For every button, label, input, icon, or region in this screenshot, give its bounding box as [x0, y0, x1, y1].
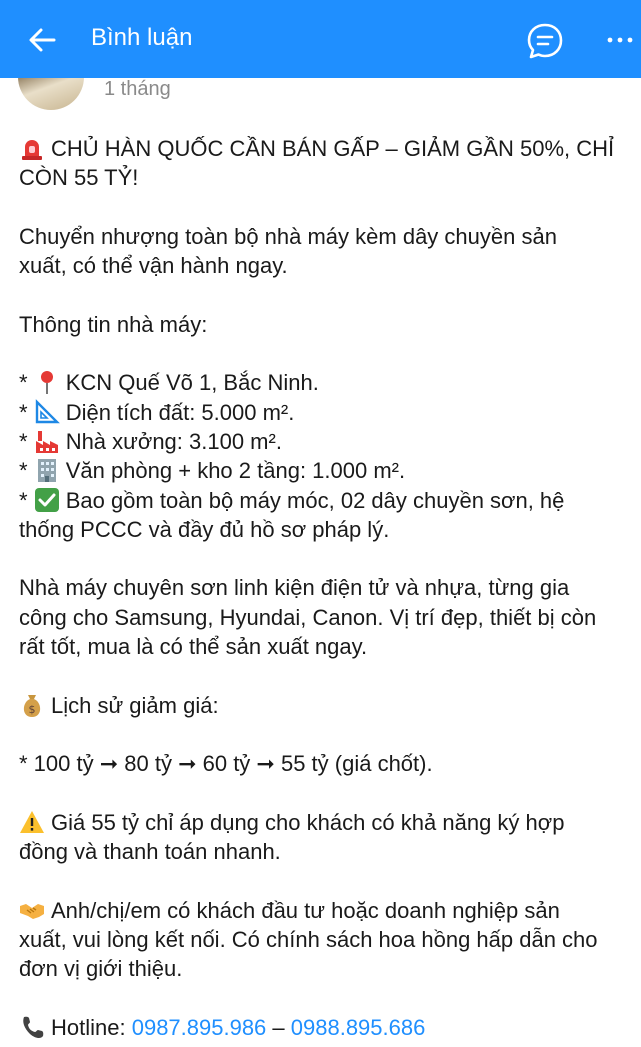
- warning-icon: [19, 809, 45, 835]
- price-history-title: Lịch sử giảm giá:: [51, 692, 219, 718]
- bullet-item: [19, 398, 639, 427]
- money-bag-icon: [19, 692, 45, 718]
- warning-line: [19, 808, 639, 837]
- back-arrow-icon[interactable]: [22, 20, 62, 60]
- headline-text-2: CÒN 55 TỶ!: [19, 165, 139, 191]
- office-building-icon: [34, 457, 60, 483]
- call-text-continued: xuất, vui lòng kết nối. Có chính sách hoa hồng hấp dẫn cho: [19, 927, 598, 953]
- hotline-line: [19, 1013, 639, 1042]
- chat-bubble-icon[interactable]: [524, 20, 566, 62]
- warning-text: Giá 55 tỷ chỉ áp dụng cho khách có khả năng ký hợp: [51, 809, 565, 835]
- warning-text-continued: đồng và thanh toán nhanh.: [19, 839, 281, 865]
- handshake-icon: [19, 897, 45, 923]
- hotline-number-1[interactable]: 0987.895.986: [131, 1014, 267, 1040]
- svg-text:$: $: [28, 702, 36, 716]
- call-text: Anh/chị/em có khách đầu tư hoặc doanh nghiệp sản: [51, 897, 560, 923]
- price-history-title-line: [19, 691, 639, 720]
- headline-text-1: CHỦ HÀN QUỐC CẦN BÁN GẤP – GIẢM GẦN 50%, CHỈ: [51, 136, 615, 161]
- call-text-continued: đơn vị giới thiệu.: [19, 956, 183, 982]
- bullet-text: Bao gồm toàn bộ máy móc, 02 dây chuyền sơn, hệ: [65, 487, 565, 513]
- desc-line: rất tốt, mua là có thể sản xuất ngay.: [19, 634, 368, 660]
- pin-icon: [34, 369, 60, 395]
- bullet-text-continued: thống PCCC và đầy đủ hồ sơ pháp lý.: [19, 516, 390, 542]
- bullet-prefix: *: [19, 399, 28, 425]
- bullet-item: [19, 456, 639, 485]
- headline-line: [19, 134, 639, 163]
- intro-line: Chuyển nhượng toàn bộ nhà máy kèm dây chuyền sản: [19, 223, 557, 249]
- siren-icon: [19, 135, 45, 161]
- comment-timestamp: 1 tháng: [104, 78, 171, 100]
- price-history: * 100 tỷ ➞ 80 tỷ ➞ 60 tỷ ➞ 55 tỷ (giá chốt).: [19, 751, 433, 777]
- bullet-item: [19, 368, 639, 397]
- bullet-item: [19, 486, 639, 515]
- check-icon: [34, 487, 60, 513]
- comment-body: [19, 134, 639, 1042]
- intro-line: xuất, có thể vận hành ngay.: [19, 253, 288, 279]
- phone-icon: [19, 1014, 45, 1040]
- bullet-prefix: *: [19, 458, 28, 484]
- bullet-prefix: *: [19, 428, 28, 454]
- more-options-icon[interactable]: [598, 20, 638, 60]
- top-bar: [0, 0, 641, 78]
- call-line: [19, 896, 639, 925]
- hotline-separator: –: [266, 1014, 291, 1040]
- desc-line: công cho Samsung, Hyundai, Canon. Vị trí đẹp, thiết bị còn: [19, 604, 597, 630]
- bullet-text: Văn phòng + kho 2 tầng: 1.000 m².: [65, 458, 406, 484]
- page-title: Bình luận: [91, 24, 193, 51]
- hotline-number-2[interactable]: 0988.895.686: [290, 1014, 426, 1040]
- hotline-label: Hotline:: [51, 1014, 126, 1040]
- triangle-ruler-icon: [34, 399, 60, 425]
- factory-icon: [34, 428, 60, 454]
- bullet-prefix: *: [19, 487, 28, 513]
- bullet-text: Nhà xưởng: 3.100 m².: [65, 428, 282, 454]
- bullet-text: Diện tích đất: 5.000 m².: [65, 399, 295, 425]
- desc-line: Nhà máy chuyên sơn linh kiện điện tử và nhựa, từng gia: [19, 575, 570, 601]
- bullet-text: KCN Quế Võ 1, Bắc Ninh.: [65, 370, 319, 396]
- bullet-prefix: *: [19, 370, 28, 396]
- bullet-item: [19, 427, 639, 456]
- info-title: Thông tin nhà máy:: [19, 311, 208, 337]
